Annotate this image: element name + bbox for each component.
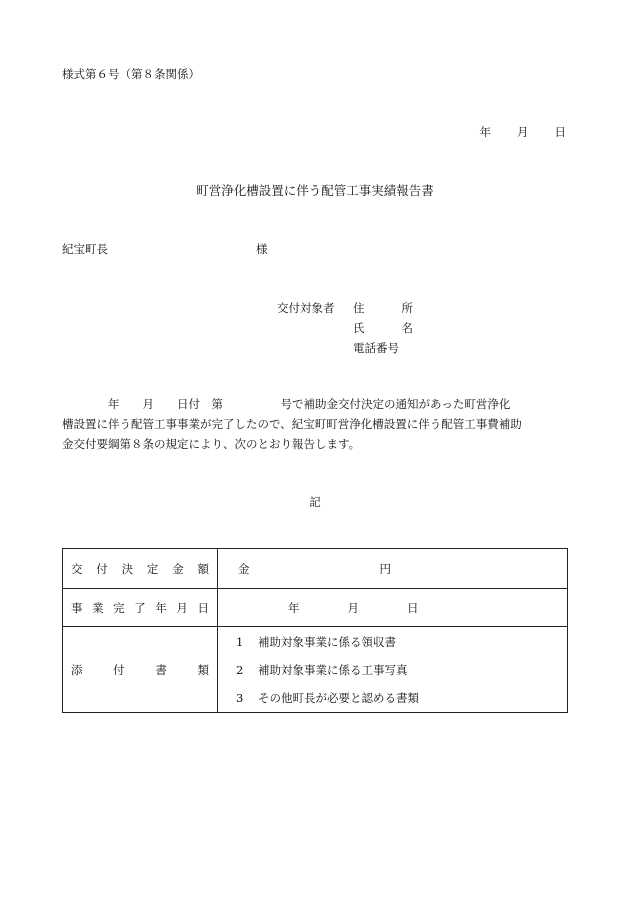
attachment-item: 3 その他町長が必要と認める書類 xyxy=(236,690,419,705)
amount-kin: 金 xyxy=(238,561,250,576)
body-text xyxy=(62,394,570,454)
grant-amount-header: 交 付 決 定 金 額 xyxy=(63,549,218,589)
completion-day: 日 xyxy=(407,600,419,615)
table-row xyxy=(63,589,568,627)
table-row xyxy=(63,549,568,589)
date-day: 日 xyxy=(554,125,566,139)
phone-label: 電話番号 xyxy=(353,341,399,355)
date-line xyxy=(480,124,567,140)
report-table xyxy=(62,548,568,713)
recipient-honorific: 様 xyxy=(256,242,268,256)
body-line: 金交付要綱第８条の規定により、次のとおり報告します。 xyxy=(62,437,361,451)
attachment-item: 2 補助対象事業に係る工事写真 xyxy=(236,662,408,677)
applicant-block xyxy=(277,298,413,358)
document-title: 町営浄化槽設置に伴う配管工事実績報告書 xyxy=(196,183,434,198)
attachments-header: 添 付 書 類 xyxy=(63,627,218,713)
attachments-cell xyxy=(218,627,568,713)
address-label: 住 所 xyxy=(353,301,413,315)
completion-year: 年 xyxy=(288,600,300,615)
body-line: 年 月 日付 第 号で補助金交付決定の通知があった町営浄化 xyxy=(62,397,511,411)
body-line: 槽設置に伴う配管工事事業が完了したので、紀宝町町営浄化槽設置に伴う配管工事費補助 xyxy=(62,417,522,431)
grant-amount-cell xyxy=(218,549,568,589)
completion-month: 月 xyxy=(347,600,359,615)
form-number: 様式第６号（第８条関係） xyxy=(62,67,200,81)
recipient xyxy=(62,241,268,257)
name-label: 氏 名 xyxy=(353,321,413,335)
date-month: 月 xyxy=(517,125,529,139)
attachment-item: 1 補助対象事業に係る領収書 xyxy=(236,634,396,649)
amount-yen: 円 xyxy=(379,561,391,576)
applicant-label: 交付対象者 xyxy=(277,301,335,315)
table-row xyxy=(63,627,568,713)
completion-date-header: 事 業 完 了 年 月 日 xyxy=(63,589,218,627)
recipient-name: 紀宝町長 xyxy=(62,242,108,256)
completion-date-cell xyxy=(218,589,568,627)
date-year: 年 xyxy=(479,125,491,139)
note-heading: 記 xyxy=(309,495,321,509)
